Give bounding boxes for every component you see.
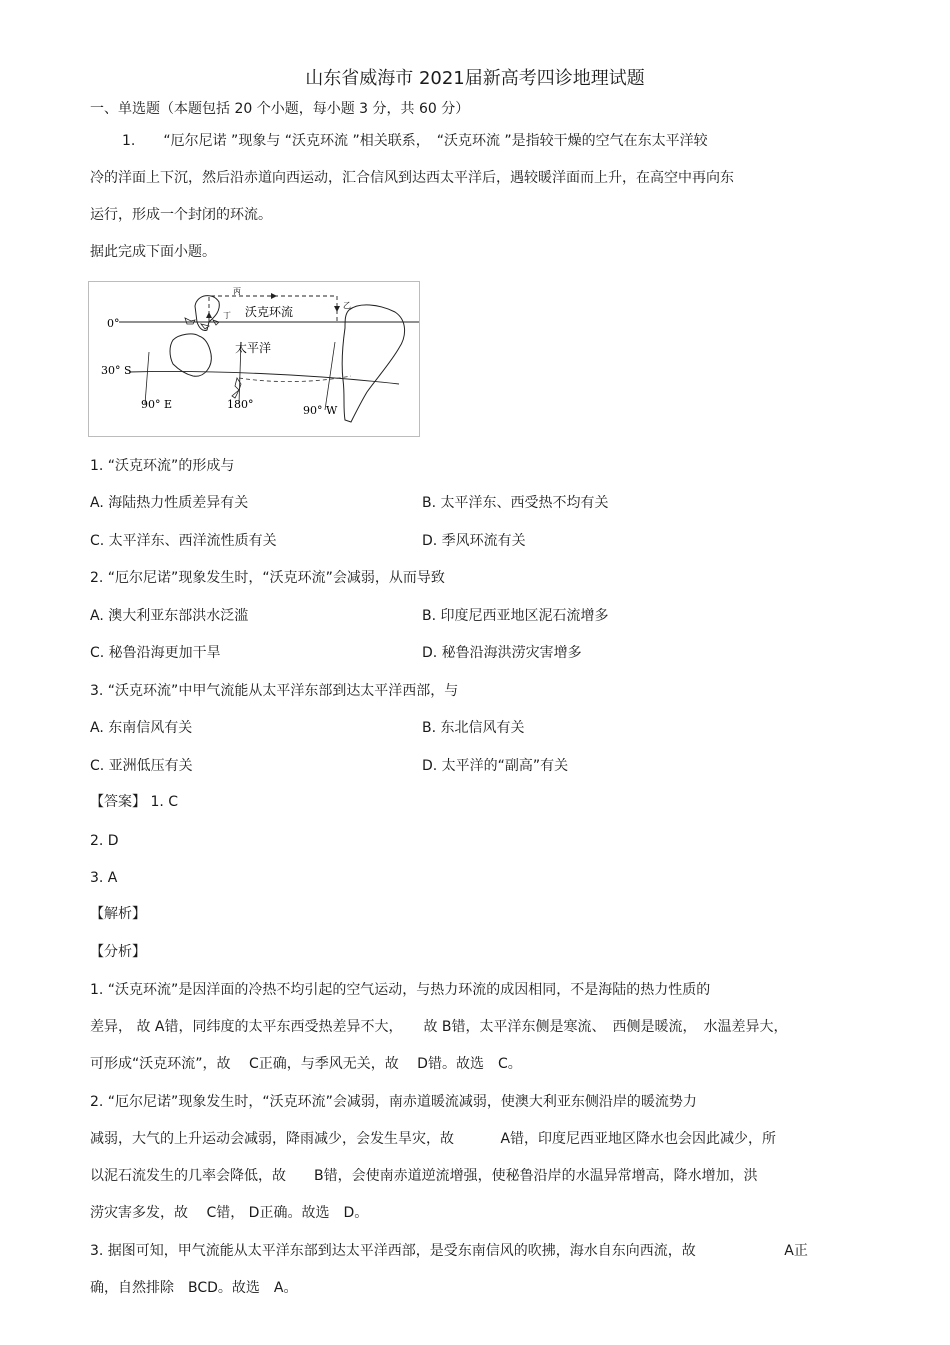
intro-line: 运行，形成一个封闭的环流。 <box>90 207 272 223</box>
analysis-line: 3. 据图可知，甲气流能从太平洋东部到达太平洋西部，是受东南信风的吹拂，海水自东向西流，故 A正 <box>90 1243 808 1259</box>
lat-30s-label: 30° S <box>101 364 132 377</box>
analysis-line: 减弱，大气的上升运动会减弱，降雨减少，会发生旱灾，故 A错，印度尼西亚地区降水也会因此减少，所 <box>90 1131 777 1147</box>
option-c: C. 亚洲低压有关 <box>90 758 193 774</box>
intro-line: 冷的洋面上下沉，然后沿赤道向西运动，汇合信风到达西太平洋后，遇较暖洋面而上升，在高空中再向东 <box>90 170 734 186</box>
answer-line: 【答案】 1. C <box>90 794 179 810</box>
analysis-line: 2. “厄尔尼诺”现象发生时，“沃克环流”会减弱，南赤道暖流减弱，使澳大利亚东侧沿岸的暖流势力 <box>90 1094 697 1110</box>
lon-180-label: 180° <box>227 398 254 411</box>
page-title: 山东省威海市 2021届新高考四诊地理试题 <box>305 68 645 89</box>
question-stem: 1. “沃克环流”的形成与 <box>90 458 235 474</box>
mark-bing: 丙 <box>233 287 241 296</box>
meridian-90e <box>145 352 149 404</box>
option-d: D. 太平洋的“副高”有关 <box>422 758 569 774</box>
jiexi-heading: 【解析】 <box>90 906 146 922</box>
analysis-line: 涝灾害多发，故 C错， D正确。故选 D。 <box>90 1205 369 1221</box>
arrow-down-icon <box>334 306 340 312</box>
analysis-line: 差异， 故 A错，同纬度的太平东西受热差异不大， 故 B错，太平洋东侧是寒流、 西侧是暖流， 水温差异大， <box>90 1019 788 1035</box>
question-stem: 3. “沃克环流”中甲气流能从太平洋东部到达太平洋西部，与 <box>90 683 459 699</box>
mark-yi: 乙 <box>343 301 351 310</box>
south-america-landmass <box>342 305 404 422</box>
walker-return <box>239 376 351 382</box>
arrow-right-icon <box>271 293 277 299</box>
option-b: B. 印度尼西亚地区泥石流增多 <box>422 608 609 624</box>
pacific-label: 太平洋 <box>235 341 272 355</box>
intro-line: 据此完成下面小题。 <box>90 244 216 260</box>
option-c: C. 秘鲁沿海更加干旱 <box>90 645 221 661</box>
answer-line: 2. D <box>90 833 119 849</box>
lon-90e-label: 90° E <box>141 398 173 411</box>
analysis-line: 以泥石流发生的几率会降低，故 B错，会使南赤道逆流增强，使秘鲁沿岸的水温异常增高，降水增加，洪 <box>90 1168 758 1184</box>
meridian-90w <box>325 342 335 410</box>
answer-line: 3. A <box>90 870 118 886</box>
mark-ding: 丁 <box>223 311 231 320</box>
walker-label: 沃克环流 <box>245 305 294 319</box>
option-c: C. 太平洋东、西洋流性质有关 <box>90 533 277 549</box>
option-a: A. 海陆热力性质差异有关 <box>90 495 249 511</box>
walker-circulation-map <box>88 281 420 437</box>
analysis-line: 可形成“沃克环流”，故 C正确，与季风无关，故 D错。故选 C。 <box>90 1056 522 1072</box>
option-d: D. 季风环流有关 <box>422 533 526 549</box>
option-b: B. 太平洋东、西受热不均有关 <box>422 495 609 511</box>
australia-landmass <box>170 334 211 376</box>
option-b: B. 东北信风有关 <box>422 720 525 736</box>
analysis-line: 1. “沃克环流”是因洋面的冷热不均引起的空气运动，与热力环流的成因相同，不是海陆的热力性质的 <box>90 982 711 998</box>
lat-equator-label: 0° <box>107 317 120 330</box>
option-d: D. 秘鲁沿海洪涝灾害增多 <box>422 645 582 661</box>
fenxi-heading: 【分析】 <box>90 944 146 960</box>
lon-90w-label: 90° W <box>303 404 338 417</box>
intro-line: 1. “厄尔尼诺 ”现象与 “沃克环流 ”相关联系， “沃克环流 ”是指较干燥的空气在东太平洋较 <box>122 133 708 149</box>
question-stem: 2. “厄尔尼诺”现象发生时，“沃克环流”会减弱，从而导致 <box>90 570 445 586</box>
option-a: A. 澳大利亚东部洪水泛滥 <box>90 608 249 624</box>
analysis-line: 确，自然排除 BCD。故选 A。 <box>90 1280 298 1296</box>
section-heading: 一、单选题（本题包括 20 个小题，每小题 3 分，共 60 分） <box>90 101 470 117</box>
option-a: A. 东南信风有关 <box>90 720 193 736</box>
